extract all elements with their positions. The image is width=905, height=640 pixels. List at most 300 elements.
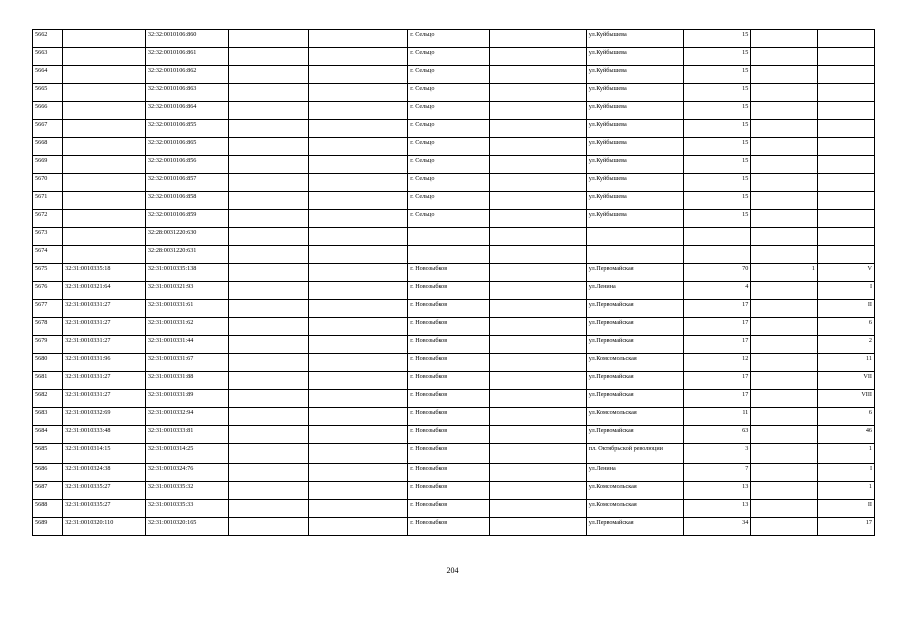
empty-cell <box>489 482 586 500</box>
table-row <box>33 282 875 300</box>
cadastral-parcel-cell: 32:31:0010331:27 <box>63 390 146 408</box>
street-cell: пл. Октябрьской революции <box>586 444 683 464</box>
empty-cell <box>489 390 586 408</box>
apartment-cell: 1 <box>817 444 874 464</box>
empty-cell <box>309 464 408 482</box>
row-number-cell: 5675 <box>33 264 63 282</box>
empty-cell <box>228 282 309 300</box>
cadastral-parcel-cell: 32:31:0010333:48 <box>63 426 146 444</box>
row-number-cell: 5686 <box>33 464 63 482</box>
cadastral-object-cell: 32:31:0010314:25 <box>145 444 228 464</box>
table-row <box>33 192 875 210</box>
row-number-cell: 5682 <box>33 390 63 408</box>
house-number-cell <box>683 228 751 246</box>
property-registry-table <box>32 29 875 536</box>
empty-cell <box>228 156 309 174</box>
street-cell: ул.Первомайская <box>586 426 683 444</box>
cadastral-object-cell: 32:32:0010106:856 <box>145 156 228 174</box>
building-cell <box>751 102 818 120</box>
empty-cell <box>309 426 408 444</box>
street-cell: ул.Куйбышева <box>586 210 683 228</box>
cadastral-parcel-cell <box>63 192 146 210</box>
house-number-cell: 15 <box>683 84 751 102</box>
empty-cell <box>489 102 586 120</box>
building-cell <box>751 192 818 210</box>
empty-cell <box>309 30 408 48</box>
empty-cell <box>309 354 408 372</box>
street-cell: ул.Комсомольская <box>586 354 683 372</box>
house-number-cell: 12 <box>683 354 751 372</box>
street-cell: ул.Комсомольская <box>586 408 683 426</box>
locality-cell: г. Новозыбков <box>408 426 490 444</box>
empty-cell <box>309 482 408 500</box>
empty-cell <box>309 174 408 192</box>
table-row <box>33 408 875 426</box>
apartment-cell <box>817 228 874 246</box>
cadastral-object-cell: 32:32:0010106:861 <box>145 48 228 66</box>
empty-cell <box>489 264 586 282</box>
empty-cell <box>309 246 408 264</box>
apartment-cell: II <box>817 300 874 318</box>
cadastral-object-cell: 32:31:0010335:33 <box>145 500 228 518</box>
building-cell <box>751 444 818 464</box>
street-cell <box>586 246 683 264</box>
empty-cell <box>309 48 408 66</box>
building-cell <box>751 30 818 48</box>
empty-cell <box>489 282 586 300</box>
cadastral-parcel-cell <box>63 174 146 192</box>
table-row <box>33 228 875 246</box>
empty-cell <box>489 48 586 66</box>
building-cell <box>751 84 818 102</box>
empty-cell <box>309 390 408 408</box>
empty-cell <box>228 500 309 518</box>
empty-cell <box>228 210 309 228</box>
table-row <box>33 354 875 372</box>
building-cell <box>751 318 818 336</box>
apartment-cell <box>817 84 874 102</box>
building-cell <box>751 282 818 300</box>
street-cell: ул.Куйбышева <box>586 138 683 156</box>
row-number-cell: 5664 <box>33 66 63 84</box>
street-cell: ул.Первомайская <box>586 372 683 390</box>
apartment-cell: 1 <box>817 482 874 500</box>
apartment-cell <box>817 246 874 264</box>
row-number-cell: 5662 <box>33 30 63 48</box>
empty-cell <box>489 192 586 210</box>
empty-cell <box>228 408 309 426</box>
cadastral-parcel-cell <box>63 138 146 156</box>
cadastral-parcel-cell: 32:31:0010331:96 <box>63 354 146 372</box>
house-number-cell: 13 <box>683 482 751 500</box>
house-number-cell: 13 <box>683 500 751 518</box>
row-number-cell: 5687 <box>33 482 63 500</box>
apartment-cell <box>817 30 874 48</box>
empty-cell <box>228 518 309 536</box>
empty-cell <box>489 300 586 318</box>
cadastral-parcel-cell: 32:31:0010321:64 <box>63 282 146 300</box>
empty-cell <box>228 264 309 282</box>
street-cell: ул.Первомайская <box>586 518 683 536</box>
empty-cell <box>309 192 408 210</box>
locality-cell: г. Сельцо <box>408 210 490 228</box>
locality-cell: г. Новозыбков <box>408 282 490 300</box>
empty-cell <box>489 336 586 354</box>
table-row <box>33 264 875 282</box>
cadastral-object-cell: 32:31:0010324:76 <box>145 464 228 482</box>
cadastral-parcel-cell <box>63 228 146 246</box>
cadastral-object-cell: 32:31:0010331:62 <box>145 318 228 336</box>
locality-cell: г. Новозыбков <box>408 408 490 426</box>
apartment-cell: I <box>817 464 874 482</box>
apartment-cell: VII <box>817 372 874 390</box>
empty-cell <box>228 444 309 464</box>
locality-cell: г. Сельцо <box>408 48 490 66</box>
house-number-cell: 15 <box>683 30 751 48</box>
street-cell: ул.Первомайская <box>586 336 683 354</box>
empty-cell <box>489 30 586 48</box>
apartment-cell <box>817 120 874 138</box>
empty-cell <box>309 66 408 84</box>
cadastral-object-cell: 32:31:0010335:138 <box>145 264 228 282</box>
house-number-cell: 17 <box>683 300 751 318</box>
apartment-cell <box>817 102 874 120</box>
empty-cell <box>489 66 586 84</box>
empty-cell <box>489 246 586 264</box>
empty-cell <box>228 102 309 120</box>
row-number-cell: 5685 <box>33 444 63 464</box>
street-cell: ул.Комсомольская <box>586 482 683 500</box>
row-number-cell: 5672 <box>33 210 63 228</box>
apartment-cell: VIII <box>817 390 874 408</box>
table-row <box>33 464 875 482</box>
empty-cell <box>228 246 309 264</box>
building-cell <box>751 500 818 518</box>
empty-cell <box>309 84 408 102</box>
cadastral-parcel-cell <box>63 246 146 264</box>
apartment-cell <box>817 48 874 66</box>
cadastral-parcel-cell: 32:31:0010331:27 <box>63 318 146 336</box>
empty-cell <box>309 300 408 318</box>
building-cell: 1 <box>751 264 818 282</box>
street-cell: ул.Куйбышева <box>586 156 683 174</box>
locality-cell: г. Новозыбков <box>408 500 490 518</box>
apartment-cell: 11 <box>817 354 874 372</box>
street-cell: ул.Куйбышева <box>586 102 683 120</box>
building-cell <box>751 66 818 84</box>
house-number-cell: 17 <box>683 390 751 408</box>
locality-cell <box>408 246 490 264</box>
building-cell <box>751 518 818 536</box>
table-row <box>33 102 875 120</box>
street-cell: ул.Куйбышева <box>586 120 683 138</box>
table-row <box>33 372 875 390</box>
empty-cell <box>228 336 309 354</box>
street-cell: ул.Первомайская <box>586 264 683 282</box>
locality-cell: г. Новозыбков <box>408 390 490 408</box>
house-number-cell: 15 <box>683 66 751 84</box>
street-cell: ул.Куйбышева <box>586 84 683 102</box>
cadastral-object-cell: 32:31:0010333:81 <box>145 426 228 444</box>
house-number-cell: 15 <box>683 102 751 120</box>
table-row <box>33 500 875 518</box>
row-number-cell: 5680 <box>33 354 63 372</box>
table-row <box>33 120 875 138</box>
house-number-cell: 11 <box>683 408 751 426</box>
table-body <box>33 30 875 536</box>
empty-cell <box>309 408 408 426</box>
row-number-cell: 5689 <box>33 518 63 536</box>
cadastral-parcel-cell <box>63 120 146 138</box>
building-cell <box>751 354 818 372</box>
cadastral-object-cell: 32:31:0010331:61 <box>145 300 228 318</box>
cadastral-object-cell: 32:32:0010106:857 <box>145 174 228 192</box>
empty-cell <box>489 318 586 336</box>
locality-cell: г. Сельцо <box>408 192 490 210</box>
cadastral-object-cell: 32:28:0031220:631 <box>145 246 228 264</box>
table-row <box>33 318 875 336</box>
table-row <box>33 426 875 444</box>
street-cell: ул.Ленина <box>586 464 683 482</box>
empty-cell <box>489 426 586 444</box>
empty-cell <box>489 518 586 536</box>
locality-cell: г. Новозыбков <box>408 518 490 536</box>
building-cell <box>751 120 818 138</box>
cadastral-object-cell: 32:32:0010106:864 <box>145 102 228 120</box>
locality-cell: г. Сельцо <box>408 102 490 120</box>
cadastral-object-cell: 32:32:0010106:862 <box>145 66 228 84</box>
row-number-cell: 5683 <box>33 408 63 426</box>
empty-cell <box>228 318 309 336</box>
building-cell <box>751 464 818 482</box>
empty-cell <box>309 210 408 228</box>
empty-cell <box>309 336 408 354</box>
locality-cell: г. Новозыбков <box>408 354 490 372</box>
house-number-cell: 15 <box>683 192 751 210</box>
cadastral-parcel-cell <box>63 102 146 120</box>
cadastral-parcel-cell <box>63 48 146 66</box>
building-cell <box>751 48 818 66</box>
street-cell: ул.Куйбышева <box>586 192 683 210</box>
empty-cell <box>228 30 309 48</box>
street-cell <box>586 228 683 246</box>
row-number-cell: 5666 <box>33 102 63 120</box>
empty-cell <box>489 120 586 138</box>
table-row <box>33 336 875 354</box>
apartment-cell <box>817 66 874 84</box>
cadastral-object-cell: 32:31:0010331:89 <box>145 390 228 408</box>
cadastral-parcel-cell <box>63 84 146 102</box>
row-number-cell: 5667 <box>33 120 63 138</box>
house-number-cell: 17 <box>683 336 751 354</box>
cadastral-object-cell: 32:28:0031220:630 <box>145 228 228 246</box>
empty-cell <box>489 372 586 390</box>
locality-cell: г. Сельцо <box>408 156 490 174</box>
locality-cell <box>408 228 490 246</box>
page-number: 204 <box>446 566 459 575</box>
house-number-cell: 17 <box>683 372 751 390</box>
cadastral-object-cell: 32:32:0010106:860 <box>145 30 228 48</box>
empty-cell <box>228 482 309 500</box>
street-cell: ул.Комсомольская <box>586 500 683 518</box>
apartment-cell <box>817 156 874 174</box>
empty-cell <box>228 48 309 66</box>
empty-cell <box>489 354 586 372</box>
locality-cell: г. Новозыбков <box>408 444 490 464</box>
empty-cell <box>309 228 408 246</box>
empty-cell <box>228 66 309 84</box>
row-number-cell: 5676 <box>33 282 63 300</box>
row-number-cell: 5677 <box>33 300 63 318</box>
building-cell <box>751 390 818 408</box>
building-cell <box>751 336 818 354</box>
apartment-cell <box>817 210 874 228</box>
empty-cell <box>489 444 586 464</box>
cadastral-parcel-cell <box>63 66 146 84</box>
table-row <box>33 300 875 318</box>
building-cell <box>751 372 818 390</box>
cadastral-parcel-cell: 32:31:0010320:110 <box>63 518 146 536</box>
apartment-cell: V <box>817 264 874 282</box>
empty-cell <box>228 464 309 482</box>
building-cell <box>751 408 818 426</box>
empty-cell <box>309 156 408 174</box>
row-number-cell: 5670 <box>33 174 63 192</box>
empty-cell <box>228 300 309 318</box>
street-cell: ул.Первомайская <box>586 390 683 408</box>
empty-cell <box>309 120 408 138</box>
cadastral-object-cell: 32:32:0010106:859 <box>145 210 228 228</box>
empty-cell <box>228 192 309 210</box>
empty-cell <box>228 372 309 390</box>
building-cell <box>751 246 818 264</box>
locality-cell: г. Сельцо <box>408 66 490 84</box>
row-number-cell: 5678 <box>33 318 63 336</box>
apartment-cell: 6 <box>817 408 874 426</box>
street-cell: ул.Куйбышева <box>586 30 683 48</box>
row-number-cell: 5665 <box>33 84 63 102</box>
house-number-cell: 17 <box>683 318 751 336</box>
row-number-cell: 5671 <box>33 192 63 210</box>
empty-cell <box>489 464 586 482</box>
table-row <box>33 390 875 408</box>
locality-cell: г. Сельцо <box>408 138 490 156</box>
cadastral-object-cell: 32:32:0010106:858 <box>145 192 228 210</box>
empty-cell <box>309 372 408 390</box>
street-cell: ул.Первомайская <box>586 300 683 318</box>
building-cell <box>751 138 818 156</box>
empty-cell <box>489 210 586 228</box>
table-row <box>33 518 875 536</box>
empty-cell <box>489 500 586 518</box>
empty-cell <box>309 138 408 156</box>
empty-cell <box>309 102 408 120</box>
cadastral-parcel-cell <box>63 156 146 174</box>
row-number-cell: 5669 <box>33 156 63 174</box>
house-number-cell: 4 <box>683 282 751 300</box>
locality-cell: г. Новозыбков <box>408 482 490 500</box>
cadastral-parcel-cell: 32:31:0010331:27 <box>63 336 146 354</box>
apartment-cell <box>817 174 874 192</box>
empty-cell <box>309 318 408 336</box>
locality-cell: г. Новозыбков <box>408 318 490 336</box>
locality-cell: г. Новозыбков <box>408 464 490 482</box>
empty-cell <box>228 138 309 156</box>
table-row <box>33 482 875 500</box>
locality-cell: г. Новозыбков <box>408 264 490 282</box>
empty-cell <box>228 228 309 246</box>
empty-cell <box>309 282 408 300</box>
locality-cell: г. Сельцо <box>408 174 490 192</box>
empty-cell <box>489 174 586 192</box>
empty-cell <box>489 84 586 102</box>
street-cell: ул.Первомайская <box>586 318 683 336</box>
apartment-cell <box>817 192 874 210</box>
table-row <box>33 210 875 228</box>
house-number-cell: 15 <box>683 48 751 66</box>
building-cell <box>751 482 818 500</box>
house-number-cell: 15 <box>683 156 751 174</box>
row-number-cell: 5673 <box>33 228 63 246</box>
cadastral-object-cell: 32:31:0010331:67 <box>145 354 228 372</box>
empty-cell <box>309 264 408 282</box>
cadastral-object-cell: 32:32:0010106:855 <box>145 120 228 138</box>
locality-cell: г. Сельцо <box>408 84 490 102</box>
cadastral-parcel-cell <box>63 210 146 228</box>
house-number-cell: 3 <box>683 444 751 464</box>
building-cell <box>751 228 818 246</box>
cadastral-object-cell: 32:31:0010321:93 <box>145 282 228 300</box>
building-cell <box>751 300 818 318</box>
apartment-cell: 17 <box>817 518 874 536</box>
empty-cell <box>228 84 309 102</box>
street-cell: ул.Куйбышева <box>586 48 683 66</box>
row-number-cell: 5668 <box>33 138 63 156</box>
empty-cell <box>489 156 586 174</box>
table-row <box>33 444 875 464</box>
house-number-cell: 15 <box>683 138 751 156</box>
apartment-cell: 6 <box>817 318 874 336</box>
cadastral-parcel-cell: 32:31:0010335:27 <box>63 500 146 518</box>
empty-cell <box>228 426 309 444</box>
apartment-cell: 46 <box>817 426 874 444</box>
building-cell <box>751 174 818 192</box>
cadastral-object-cell: 32:31:0010331:88 <box>145 372 228 390</box>
building-cell <box>751 426 818 444</box>
apartment-cell: 2 <box>817 336 874 354</box>
cadastral-object-cell: 32:31:0010320:165 <box>145 518 228 536</box>
row-number-cell: 5674 <box>33 246 63 264</box>
empty-cell <box>228 354 309 372</box>
empty-cell <box>309 500 408 518</box>
cadastral-parcel-cell: 32:31:0010335:27 <box>63 482 146 500</box>
street-cell: ул.Куйбышева <box>586 66 683 84</box>
locality-cell: г. Сельцо <box>408 30 490 48</box>
house-number-cell: 34 <box>683 518 751 536</box>
house-number-cell: 15 <box>683 120 751 138</box>
cadastral-parcel-cell: 32:31:0010314:15 <box>63 444 146 464</box>
cadastral-parcel-cell: 32:31:0010324:38 <box>63 464 146 482</box>
cadastral-parcel-cell <box>63 30 146 48</box>
apartment-cell <box>817 138 874 156</box>
table-row <box>33 84 875 102</box>
row-number-cell: 5681 <box>33 372 63 390</box>
table-row <box>33 156 875 174</box>
row-number-cell: 5663 <box>33 48 63 66</box>
empty-cell <box>228 174 309 192</box>
house-number-cell: 15 <box>683 210 751 228</box>
empty-cell <box>309 518 408 536</box>
